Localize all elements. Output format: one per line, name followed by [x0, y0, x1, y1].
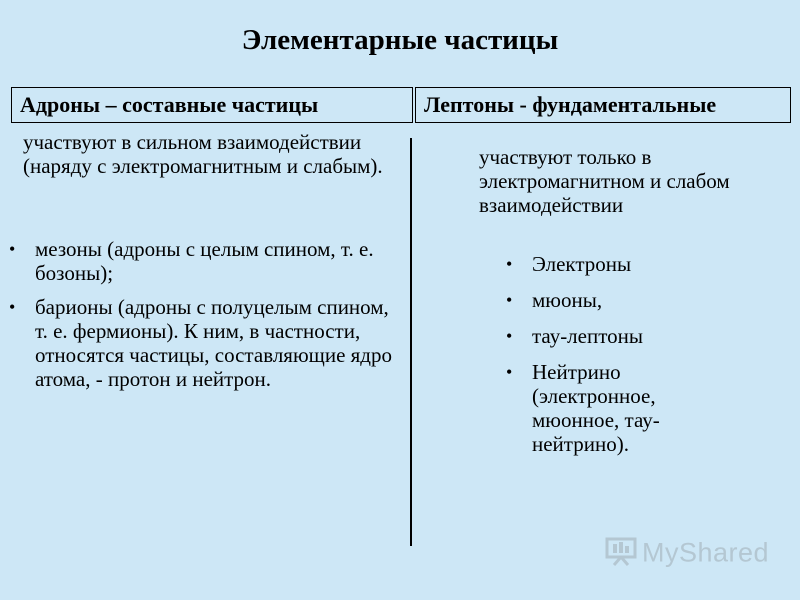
hadrons-list [5, 237, 400, 401]
list-item-text: барионы (адроны с полуцелым спином, т. е. фермионы). К ним, в частности, относятся частицы, составляющие ядро атома, - протон и нейтрон. [35, 295, 392, 391]
presentation-icon [604, 536, 638, 573]
list-item [502, 324, 742, 348]
watermark [604, 536, 769, 573]
bullet-icon: • [9, 239, 16, 259]
watermark-text: MyShared [642, 537, 770, 568]
bullet-icon: • [506, 326, 513, 346]
bullet-icon: • [9, 297, 16, 317]
list-item-text: тау-лептоны [532, 324, 643, 348]
bullet-icon: • [506, 290, 513, 310]
column-divider [410, 138, 412, 546]
list-item-text: мюоны, [532, 288, 603, 312]
list-item [5, 295, 400, 391]
hadrons-header-box: Адроны – составные частицы [11, 87, 413, 123]
hadrons-description: участвуют в сильном взаимодействии (наряду с электромагнитным и слабым). [23, 130, 383, 178]
list-item-text: мезоны (адроны с целым спином, т. е. бозоны); [35, 237, 374, 285]
slide-title: Элементарные частицы [241, 24, 559, 56]
leptons-list [502, 252, 742, 468]
list-item-text: Электроны [532, 252, 632, 276]
list-item [5, 237, 400, 285]
leptons-header-box: Лептоны - фундаментальные [415, 87, 791, 123]
leptons-description: участвуют только в электромагнитном и слабом взаимодействии [479, 145, 730, 217]
list-item [502, 360, 742, 456]
bullet-icon: • [506, 254, 513, 274]
list-item [502, 288, 742, 312]
bullet-icon: • [506, 362, 513, 382]
list-item [502, 252, 742, 276]
list-item-text: Нейтрино (электронное, мюонное, тау-нейтрино). [532, 360, 660, 456]
